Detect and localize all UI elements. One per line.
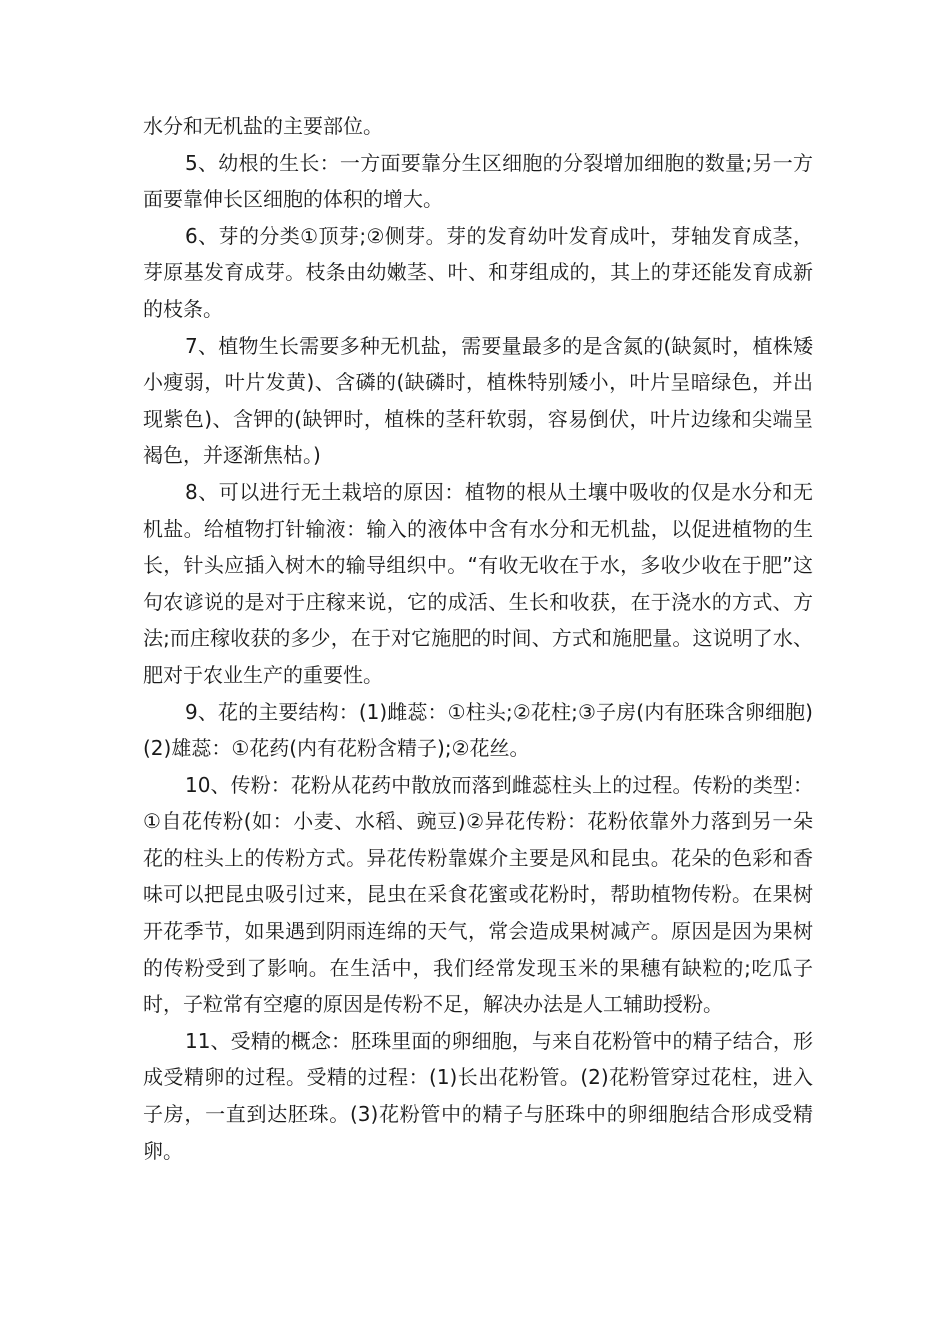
- paragraph-item-6: 6、芽的分类①顶芽;②侧芽。芽的发育幼叶发育成叶，芽轴发育成茎，芽原基发育成芽。枝条由幼嫩茎、叶、和芽组成的，其上的芽还能发育成新的枝条。: [143, 223, 813, 321]
- paragraph-continuation: 水分和无机盐的主要部位。: [143, 114, 383, 138]
- paragraph-item-8: 8、可以进行无土栽培的原因：植物的根从土壤中吸收的仅是水分和无机盐。给植物打针输液：输入的液体中含有水分和无机盐，以促进植物的生长，针头应插入树木的输导组织中。“有收无收在于水，多收少收在于肥”这句农谚说的是对于庄稼来说，它的成活、生长和收获，在于浇水的方式、方法;而庄稼收获的多少，在于对它施肥的时间、方式和施肥量。这说明了水、肥对于农业生产的重要性。: [143, 479, 813, 687]
- paragraph-item-11: 11、受精的概念：胚珠里面的卵细胞，与来自花粉管中的精子结合，形成受精卵的过程。受精的过程：(1)长出花粉管。(2)花粉管穿过花柱，进入子房，一直到达胚珠。(3)花粉管中的精子与胚珠中的卵细胞结合形成受精卵。: [143, 1028, 813, 1163]
- paragraph-item-10: 10、传粉：花粉从花药中散放而落到雌蕊柱头上的过程。传粉的类型：①自花传粉(如：小麦、水稻、豌豆)②异花传粉：花粉依靠外力落到另一朵花的柱头上的传粉方式。异花传粉靠媒介主要是风和昆虫。花朵的色彩和香味可以把昆虫吸引过来，昆虫在采食花蜜或花粉时，帮助植物传粉。在果树开花季节，如果遇到阴雨连绵的天气，常会造成果树减产。原因是因为果树的传粉受到了影响。在生活中，我们经常发现玉米的果穗有缺粒的;吃瓜子时，子粒常有空瘪的原因是传粉不足，解决办法是人工辅助授粉。: [143, 772, 813, 1017]
- paragraph-item-5: 5、幼根的生长：一方面要靠分生区细胞的分裂增加细胞的数量;另一方面要靠伸长区细胞的体积的增大。: [143, 150, 813, 212]
- document-body: [143, 108, 813, 1169]
- paragraph-item-7: 7、植物生长需要多种无机盐，需要量最多的是含氮的(缺氮时，植株矮小瘦弱，叶片发黄)、含磷的(缺磷时，植株特别矮小，叶片呈暗绿色，并出现紫色)、含钾的(缺钾时，植株的茎秆软弱，容易倒伏，叶片边缘和尖端呈褐色，并逐渐焦枯。): [143, 333, 813, 468]
- paragraph-item-9: 9、花的主要结构：(1)雌蕊：①柱头;②花柱;③子房(内有胚珠含卵细胞)(2)雄蕊：①花药(内有花粉含精子);②花丝。: [143, 699, 813, 761]
